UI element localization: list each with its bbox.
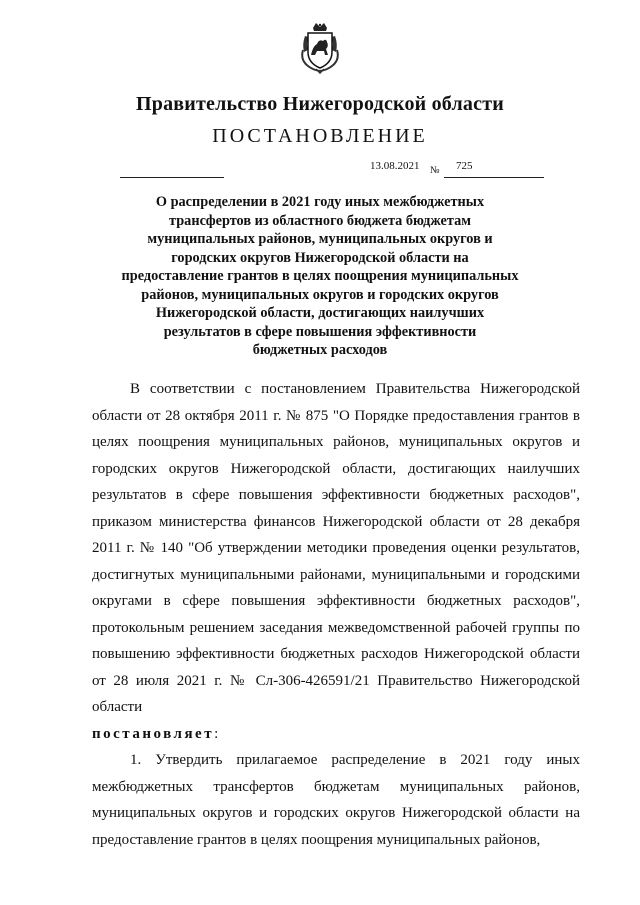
title-line: трансфертов из областного бюджета бюджетам	[169, 212, 471, 229]
paragraph-item-1: 1. Утвердить прилагаемое распределение в 2021 году иных межбюджетных трансфертов бюджетам муниципальных районов, муниципальных округов и городских округов Нижегородской области на предоставление грантов в целях поощрения муниципальных районов,	[92, 752, 580, 848]
decree-word: постановляет	[92, 725, 215, 742]
decree-colon: :	[214, 725, 219, 742]
title-line: результатов в сфере повышения эффективности	[163, 323, 477, 340]
number-line	[444, 177, 544, 178]
document-number: 725	[456, 160, 473, 172]
title-line: муниципальных районов, муниципальных округов и	[147, 231, 493, 247]
organization-name: Правительство Нижегородской области	[136, 93, 504, 115]
title-line: городских округов Нижегородской области на	[171, 249, 469, 266]
coat-of-arms-icon	[299, 22, 341, 74]
title-line: районов, муниципальных округов и городских округов	[141, 286, 499, 303]
date-line-left	[120, 177, 224, 178]
title-line: бюджетных расходов	[252, 342, 388, 358]
title-line: предоставление грантов в целях поощрения муниципальных	[121, 268, 519, 284]
document-date: 13.08.2021	[370, 160, 420, 172]
document-title	[120, 193, 520, 360]
document-body	[92, 376, 580, 853]
number-sign: №	[430, 165, 440, 176]
title-line: Нижегородской области, достигающих наилучших	[155, 305, 485, 321]
decree-line	[92, 721, 580, 748]
title-line: О распределении в 2021 году иных межбюджетных	[155, 194, 485, 210]
date-number-row	[0, 160, 640, 184]
document-type: ПОСТАНОВЛЕНИЕ	[212, 125, 428, 147]
paragraph-preamble: В соответствии с постановлением Правительства Нижегородской области от 28 октября 2011 г. № 875 "О Порядке предоставления грантов в целях поощрения муниципальных районов, муниципальных округов и городских округов Нижегородской области, достигающих наилучших результатов в сфере повышения эффективности бюджетных расходов", приказом министерства финансов Нижегородской области от 28 декабря 2011 г. № 140 "Об утверждении методики проведения оценки результатов, достигнутых муниципальными районами, муниципальными и городскими округами в сфере повышения эффективности бюджетных расходов", протокольным решением заседания межведомственной рабочей группы по повышению эффективности бюджетных расходов Нижегородской области от 28 июля 2021 г. № Сл-306-426591/21 Правительство Нижегородской области	[92, 381, 580, 715]
